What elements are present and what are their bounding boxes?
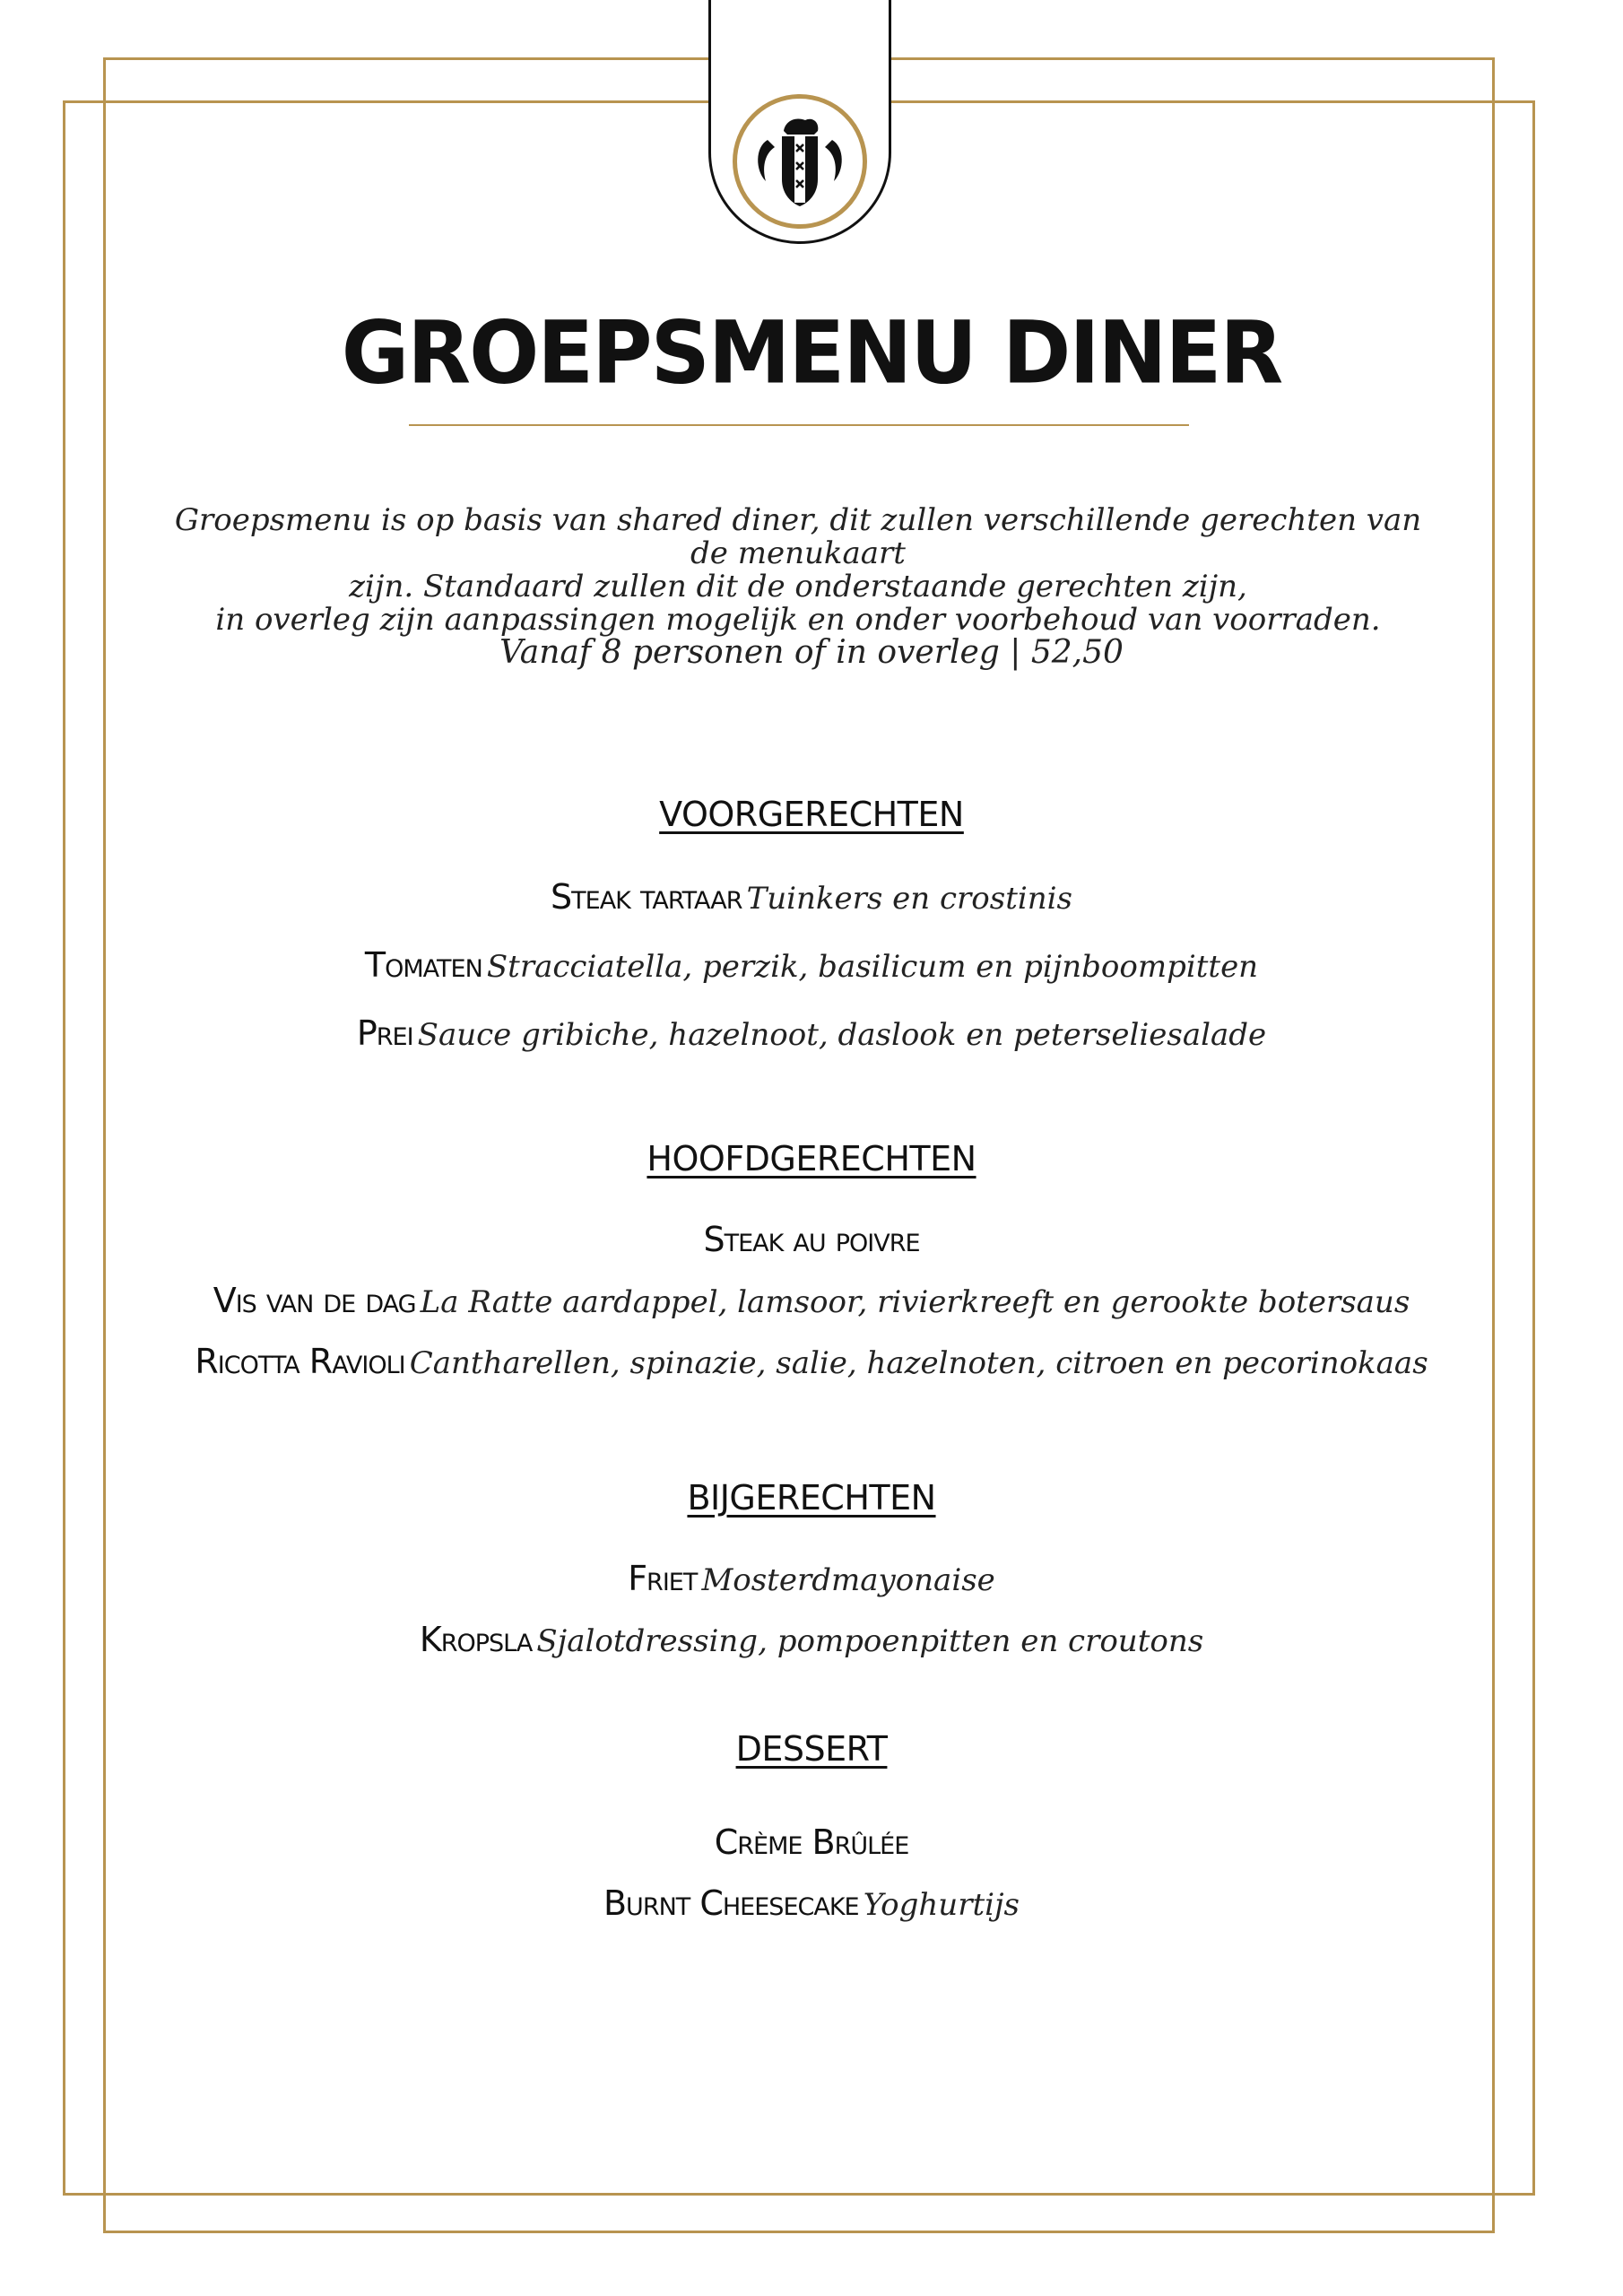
menu-item bbox=[0, 1822, 1623, 1862]
title-divider bbox=[409, 424, 1189, 426]
dish-name: Burnt Cheesecake bbox=[603, 1883, 859, 1923]
section-heading-voorgerechten: VOORGERECHTEN bbox=[659, 795, 964, 834]
menu-item bbox=[0, 1883, 1623, 1923]
menu-item bbox=[0, 1559, 1623, 1598]
section-heading-dessert: DESSERT bbox=[735, 1729, 888, 1769]
dish-name: Steak au poivre bbox=[703, 1220, 920, 1259]
menu-item bbox=[0, 1013, 1623, 1053]
dish-description: Stracciatella, perzik, basilicum en pijnboompitten bbox=[486, 949, 1259, 985]
dish-name: Crème Brûlée bbox=[714, 1822, 909, 1862]
price-line: Vanaf 8 personen of in overleg | 52,50 bbox=[499, 634, 1124, 671]
section-heading-hoofdgerechten: HOOFDGERECHTEN bbox=[647, 1139, 976, 1178]
intro-line: Groepsmenu is op basis van shared diner, dit zullen verschillende gerechten van de menukaart bbox=[174, 502, 1422, 571]
dish-description: Sauce gribiche, hazelnoot, daslook en peterseliesalade bbox=[417, 1017, 1267, 1053]
dish-description: Tuinkers en crostinis bbox=[746, 881, 1072, 917]
section-heading-bijgerechten: BIJGERECHTEN bbox=[687, 1478, 936, 1518]
dish-name: Prei bbox=[356, 1013, 413, 1053]
dish-name: Kropsla bbox=[419, 1620, 533, 1659]
menu-item bbox=[0, 877, 1623, 917]
dish-name: Ricotta Ravioli bbox=[195, 1342, 405, 1381]
dish-name: Vis van de dag bbox=[213, 1281, 416, 1320]
menu-item bbox=[0, 1342, 1623, 1381]
menu-item bbox=[0, 1220, 1623, 1259]
dish-description: Yoghurtijs bbox=[863, 1887, 1020, 1923]
menu-item bbox=[0, 1620, 1623, 1659]
dish-description: La Ratte aardappel, lamsoor, rivierkreeft en gerookte botersaus bbox=[420, 1284, 1410, 1320]
menu-item bbox=[0, 945, 1623, 985]
intro-line: in overleg zijn aanpassingen mogelijk en onder voorbehoud van voorraden. bbox=[215, 602, 1381, 638]
dish-name: Steak tartaar bbox=[551, 877, 742, 917]
dish-description: Cantharellen, spinazie, salie, hazelnoten, citroen en pecorinokaas bbox=[409, 1345, 1428, 1381]
intro-line: zijn. Standaard zullen dit de onderstaande gerechten zijn, bbox=[349, 569, 1247, 604]
amsterdam-crest-icon bbox=[733, 94, 867, 229]
menu-item bbox=[0, 1281, 1623, 1320]
dish-name: Tomaten bbox=[364, 945, 482, 985]
dish-name: Friet bbox=[628, 1559, 698, 1598]
dish-description: Sjalotdressing, pompoenpitten en croutons bbox=[536, 1623, 1204, 1659]
page-title: GROEPSMENU DINER bbox=[341, 302, 1282, 404]
dish-description: Mosterdmayonaise bbox=[701, 1562, 995, 1598]
intro-text bbox=[152, 504, 1444, 637]
